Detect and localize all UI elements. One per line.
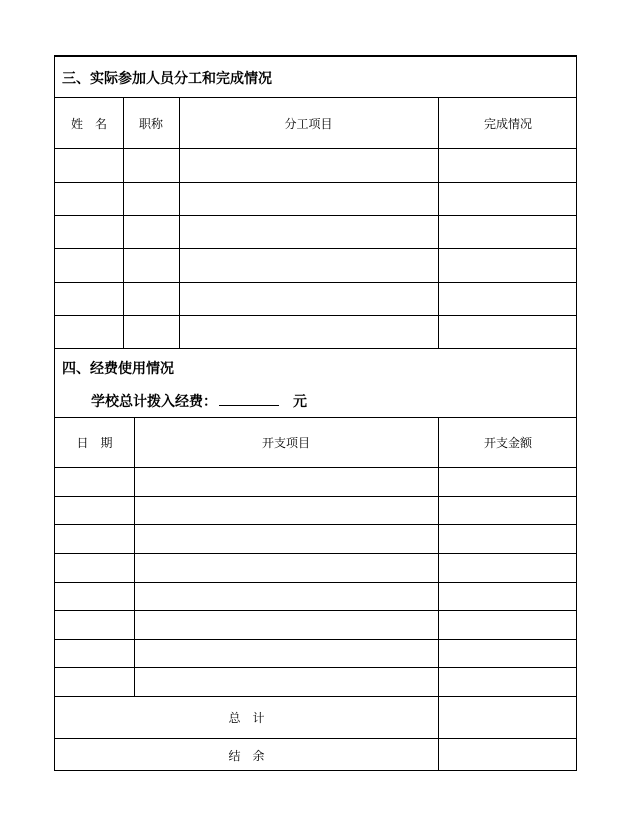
balance-row xyxy=(55,739,576,771)
header-expense-item: 开支项目 xyxy=(261,436,310,450)
section4-amount-divider xyxy=(438,418,439,771)
funding-line xyxy=(91,391,307,411)
form-frame xyxy=(54,55,577,771)
balance-label: 结 余 xyxy=(228,748,265,763)
section3-row xyxy=(55,249,576,283)
header-title: 职称 xyxy=(138,116,163,131)
section3-divider xyxy=(179,98,180,349)
header-status: 完成情况 xyxy=(483,116,532,131)
funding-label: 学校总计拨入经费： xyxy=(91,394,217,410)
section3-row xyxy=(55,283,576,316)
section3-row xyxy=(55,183,576,216)
section3-divider xyxy=(123,98,124,349)
header-expense-amount: 开支金额 xyxy=(483,436,532,450)
header-name: 姓 名 xyxy=(70,116,107,131)
section4-title: 四、经费使用情况 xyxy=(62,361,174,377)
funding-unit: 元 xyxy=(293,394,307,410)
section3-header-row xyxy=(55,98,576,149)
section3-row xyxy=(55,316,576,349)
section3-row xyxy=(55,216,576,249)
funding-amount-blank[interactable] xyxy=(219,393,279,406)
header-task: 分工项目 xyxy=(284,116,333,131)
section3-title-row xyxy=(55,57,576,98)
section4-date-divider xyxy=(134,418,135,697)
section4-title-row xyxy=(55,349,576,418)
section3-row xyxy=(55,149,576,183)
total-row xyxy=(55,697,576,739)
section3-divider xyxy=(438,98,439,349)
total-label: 总 计 xyxy=(228,711,265,725)
section3-title: 三、实际参加人员分工和完成情况 xyxy=(62,71,272,87)
header-date: 日 期 xyxy=(76,436,113,450)
